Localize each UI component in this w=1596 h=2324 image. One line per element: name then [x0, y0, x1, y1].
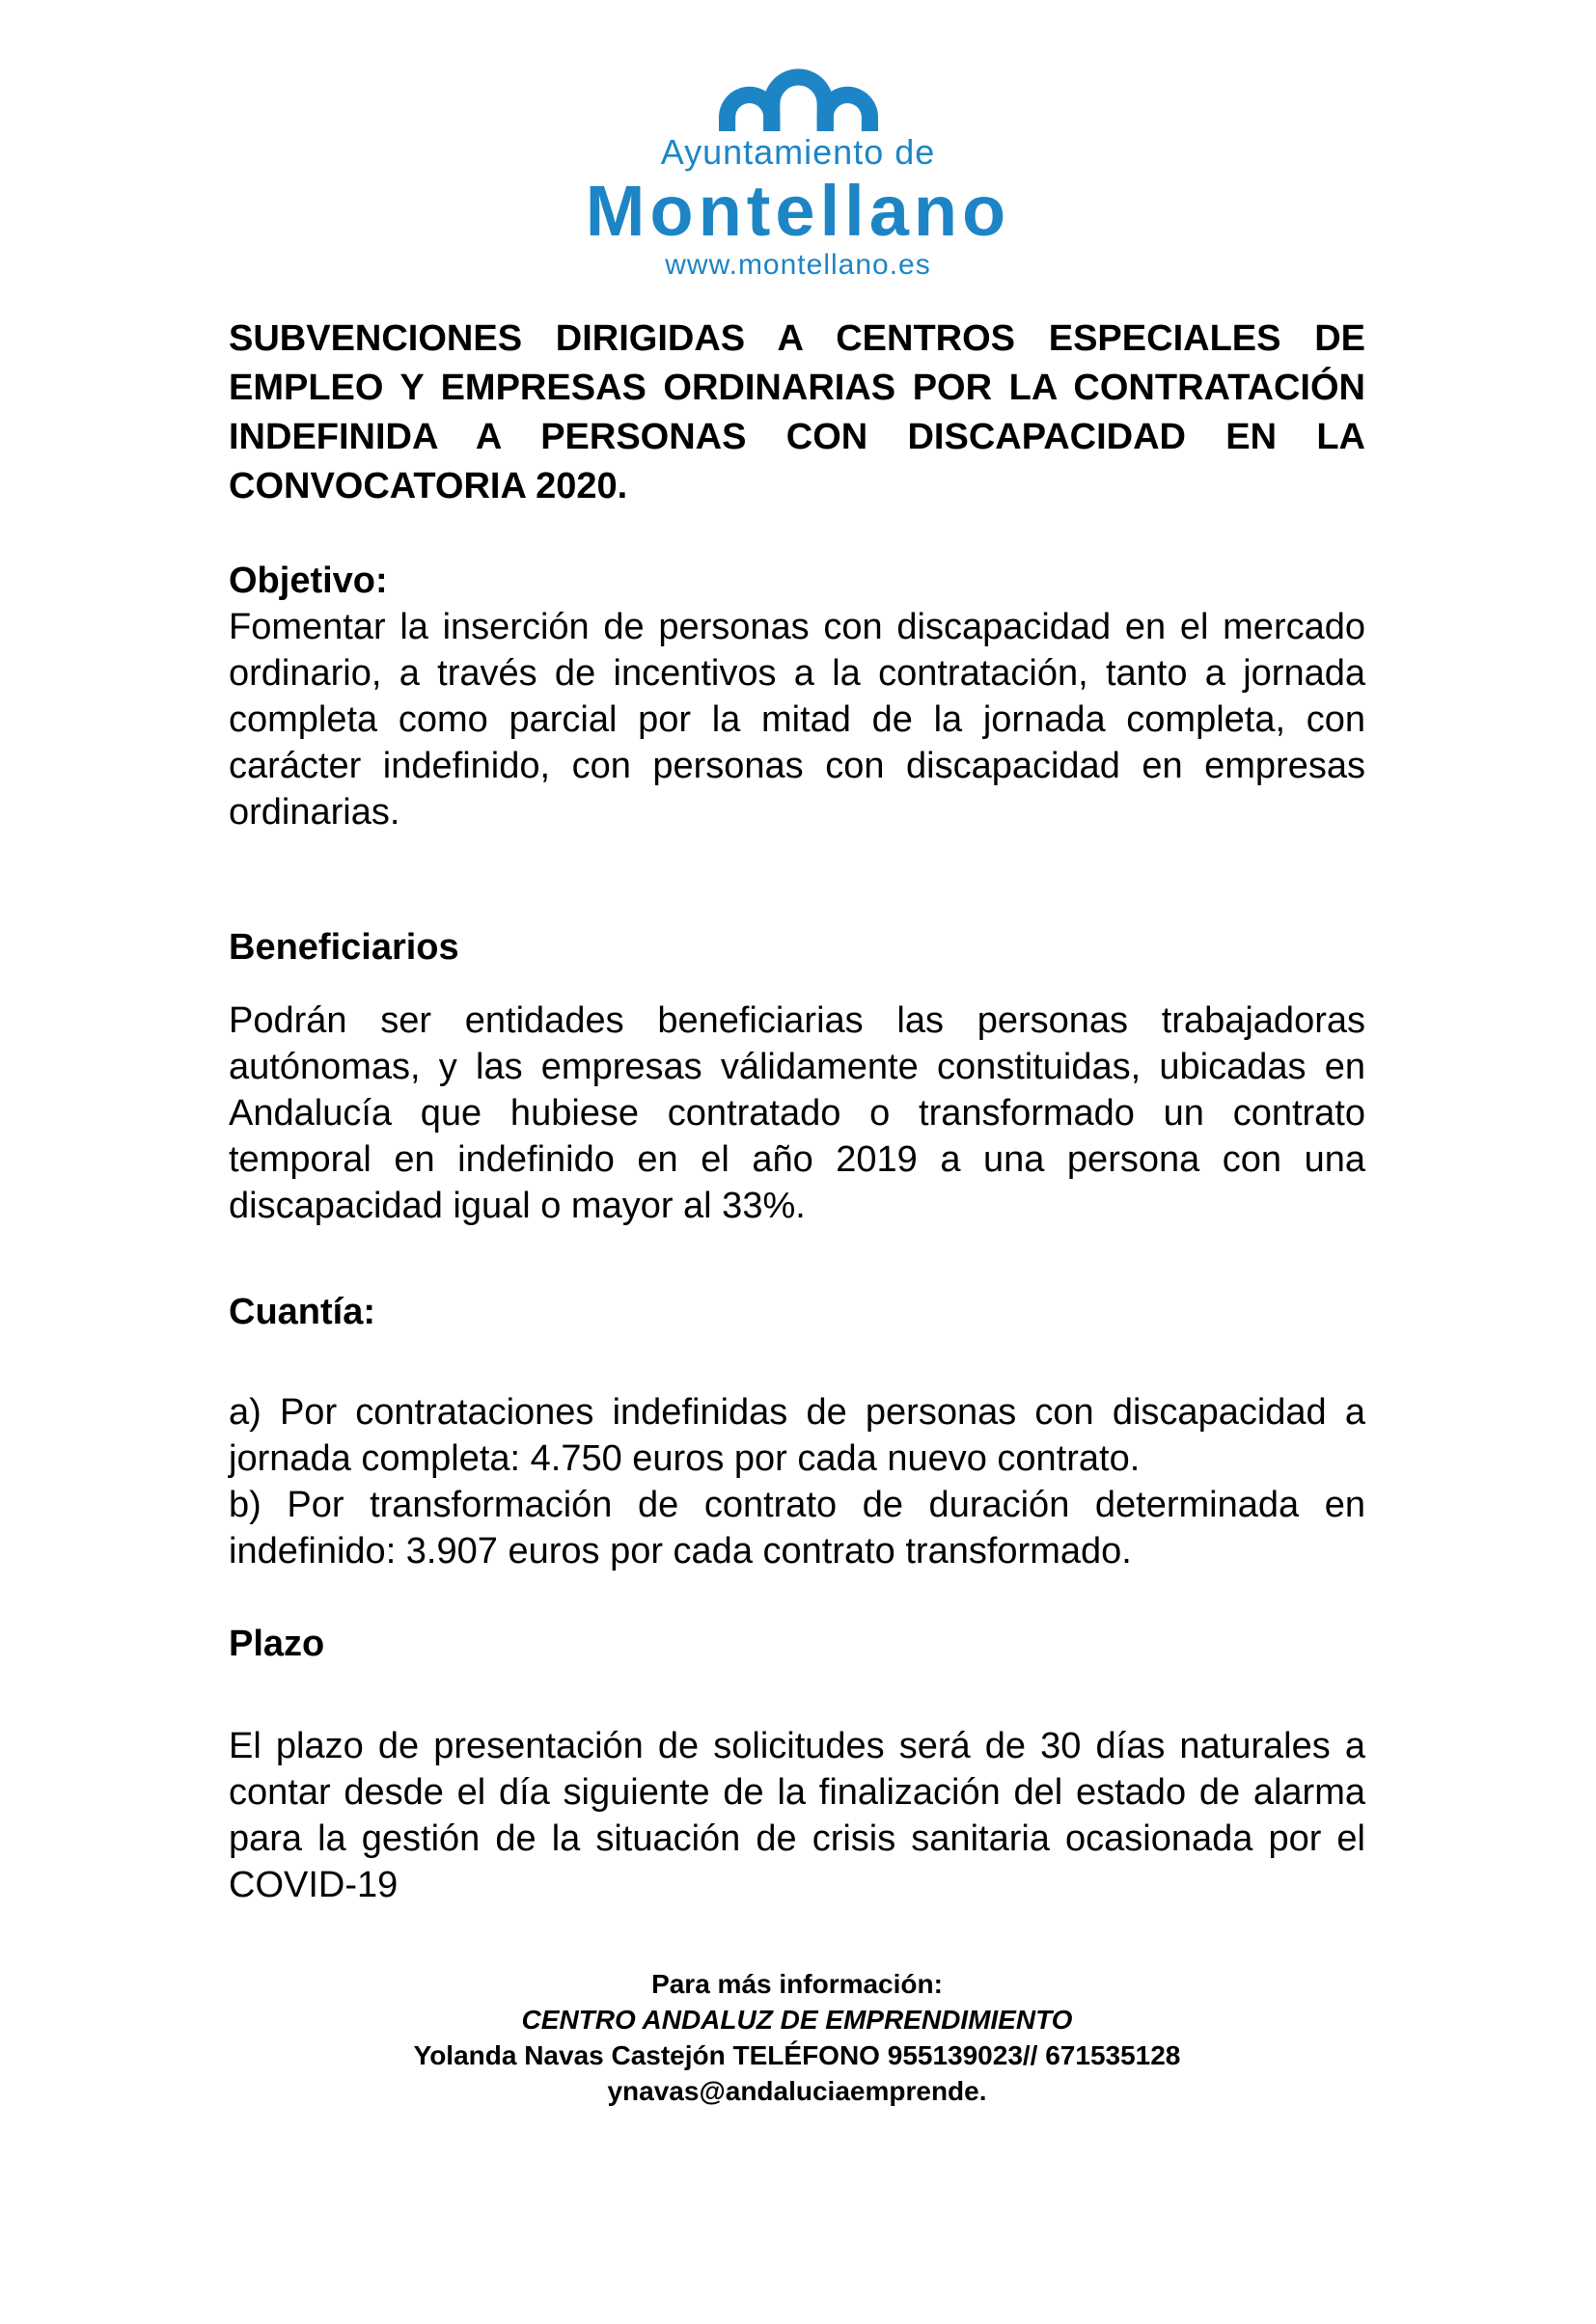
document-page	[0, 68, 1596, 2324]
text-line: temporal en indefinido en el año 2019 a una persona con una	[229, 1139, 1365, 1180]
text-line: COVID-19	[229, 1865, 399, 1905]
text-line: Podrán ser entidades beneficiarias las personas trabajadoras	[229, 1000, 1365, 1041]
footer-organization: CENTRO ANDALUZ DE EMPRENDIMIENTO	[521, 2005, 1073, 2035]
logo-montellano-text: Montellano	[585, 171, 1011, 251]
text-line: contar desde el día siguiente de la finalización del estado de alarma	[229, 1772, 1365, 1813]
contact-footer	[229, 1966, 1365, 2109]
footer-intro: Para más información:	[651, 1969, 943, 1999]
text-line: El plazo de presentación de solicitudes será de 30 días naturales a	[229, 1726, 1365, 1766]
heading-beneficiarios: Beneficiarios	[229, 927, 459, 968]
text-line: Fomentar la inserción de personas con discapacidad en el mercado	[229, 607, 1365, 647]
logo	[0, 68, 1596, 282]
text-line: autónomas, y las empresas válidamente constituidas, ubicadas en	[229, 1047, 1365, 1087]
logo-website-text: www.montellano.es	[665, 249, 931, 281]
footer-contact: Yolanda Navas Castejón TELÉFONO 955139023// 671535128	[413, 2040, 1181, 2070]
text-line: carácter indefinido, con personas con discapacidad en empresas	[229, 746, 1365, 786]
montellano-arches-icon	[719, 68, 878, 131]
logo-ayuntamiento-text: Ayuntamiento de	[660, 132, 936, 172]
text-line: EMPLEO Y EMPRESAS ORDINARIAS POR LA CONTRATACIÓN	[229, 368, 1365, 408]
text-line: jornada completa: 4.750 euros por cada nuevo contrato.	[229, 1438, 1141, 1479]
text-line: para la gestión de la situación de crisis sanitaria ocasionada por el	[229, 1818, 1365, 1859]
cuantia-item-b	[229, 1482, 1365, 1574]
heading-cuantia: Cuantía:	[229, 1292, 375, 1332]
document-body	[229, 314, 1365, 2109]
text-line: a) Por contrataciones indefinidas de personas con discapacidad a	[229, 1392, 1365, 1433]
plazo-paragraph	[229, 1723, 1365, 1908]
text-line: ordinario, a través de incentivos a la contratación, tanto a jornada	[229, 653, 1365, 694]
cuantia-item-a	[229, 1389, 1365, 1482]
heading-objetivo: Objetivo:	[229, 560, 388, 601]
text-line: INDEFINIDA A PERSONAS CON DISCAPACIDAD EN LA	[229, 417, 1365, 457]
text-line: discapacidad igual o mayor al 33%.	[229, 1186, 806, 1226]
text-line: CONVOCATORIA 2020.	[229, 466, 628, 506]
text-line: ordinarias.	[229, 792, 400, 833]
objetivo-paragraph	[229, 604, 1365, 835]
heading-plazo: Plazo	[229, 1624, 325, 1664]
text-line: indefinido: 3.907 euros por cada contrato transformado.	[229, 1531, 1132, 1572]
text-line: completa como parcial por la mitad de la jornada completa, con	[229, 699, 1365, 740]
text-line: SUBVENCIONES DIRIGIDAS A CENTROS ESPECIALES DE	[229, 318, 1365, 359]
text-line: Andalucía que hubiese contratado o transformado un contrato	[229, 1093, 1365, 1134]
beneficiarios-paragraph	[229, 998, 1365, 1229]
footer-email: ynavas@andaluciaemprende.	[607, 2076, 987, 2106]
text-line: b) Por transformación de contrato de duración determinada en	[229, 1485, 1365, 1525]
document-title	[229, 314, 1365, 511]
